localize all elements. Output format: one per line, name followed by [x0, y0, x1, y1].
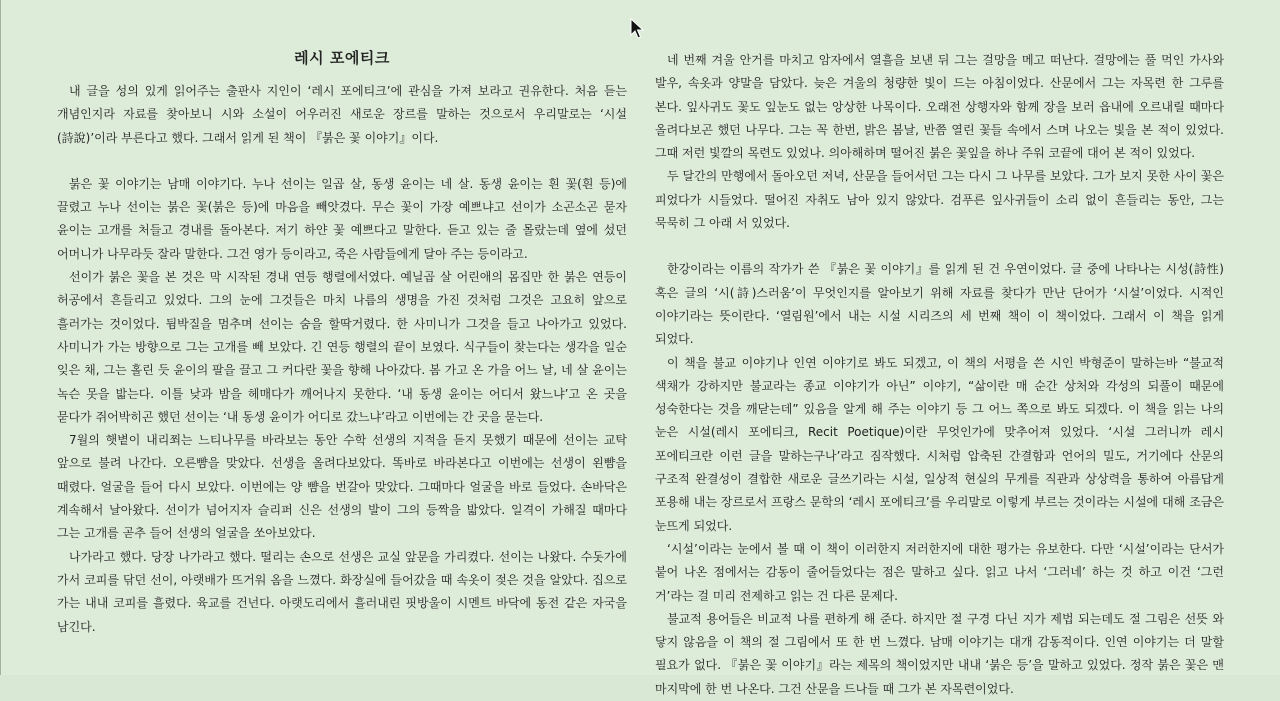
paragraph: 한강이라는 이름의 작가가 쓴 『붉은 꽃 이야기』를 읽게 된 건 우연이었다. 글 중에 나타나는 시성(詩性) 혹은 글의 ‘시(詩)스러움’이 무엇인지를 알아보기 위해 자료를 찾다가 만난 단어가 ‘시설’이었다. 시적인 이야기라는 뜻이란다. ‘열림원’에서 내는 시설 시리즈의 세 번째 책이 이 책이었다. 그래서 이 책을 읽게 되었다.: [655, 262, 1224, 347]
paragraph: ‘시설’이라는 눈에서 볼 때 이 책이 이러한지 저러한지에 대한 평가는 유보한다. 다만 ‘시설’이라는 단서가 붙어 나온 점에서는 감동이 줄어들었다는 점은 말하고 싶다. 읽고 나서 ‘그러네’ 하는 것 하고 이건 ‘그런 거’라는 걸 미리 전제하고 읽는 건 다른 문제다.: [655, 541, 1224, 603]
paragraph: 이 책을 불교 이야기나 인연 이야기로 봐도 되겠고, 이 책의 서평을 쓴 시인 박형준이 말하는바 “불교적 색채가 강하지만 불교라는 종교 이야기가 아닌” 이야기, “삶이란 매 순간 상처와 각성의 되풀이 때문에 성숙한다는 것을 깨닫는데” 있음을 알게 해 주는 이야기 등 그 어느 쪽으로 봐도 되겠다. 이 책을 읽는 나의 눈은 시설(레시 포에티크, Recit Poetique)이란 무엇인가에 맞추어져 있었다. ‘시설 그러니까 레시 포에티크란 이런 글을 말하는구나’라고 짐작했다. 시처럼 압축된 간결함과 언어의 밀도, 거기에다 산문의 구조적 완결성이 결합한 새로운 글쓰기라는 시설, 일상적 현실의 무게를 직관과 상상력을 통하여 아름답게 포용해 내는 장르로서 프랑스 문학의 ‘레시 포에티크’를 우리말로 이렇게 부르는 것이라는 시설에 대해 조금은 눈뜨게 되었다.: [655, 355, 1224, 533]
window-edge: [0, 0, 1, 675]
mouse-cursor-icon: [630, 18, 644, 40]
paragraph: 7월의 햇볕이 내리쬐는 느티나무를 바라보는 동안 수학 선생의 지적을 듣지 못했기 때문에 선이는 교탁 앞으로 불려 나간다. 오른뺨을 맞았다. 선생을 올려다보았다. 똑바로 바라본다고 이번에는 선생이 왼뺨을 때렸다. 얼굴을 들어 다시 보았다. 이번에는 양 뺨을 번갈아 맞았다. 그때마다 얼굴을 바로 들었다. 손바닥은 계속해서 날아왔다. 선이가 넘어지자 슬리퍼 신은 선생의 발이 그의 등짝을 밟았다. 일격이 가해질 때마다 그는 고개를 곧추 들어 선생의 얼굴을 쏘아보았다.: [57, 433, 627, 541]
left-column: [57, 46, 627, 639]
paragraph: 내 글을 성의 있게 읽어주는 출판사 지인이 ‘레시 포에티크’에 관심을 가져 보라고 권유한다. 처음 듣는 개념인지라 자료를 찾아보니 시와 소설이 어우러진 새로운 장르를 말하는 것으로서 우리말로는 ‘시설(詩說)’이라 부른다고 했다. 그래서 읽게 된 책이 『붉은 꽃 이야기』이다.: [57, 84, 627, 145]
paragraph: 나가라고 했다. 당장 나가라고 했다. 떨리는 손으로 선생은 교실 앞문을 가리켰다. 선이는 나왔다. 수돗가에 가서 코피를 닦던 선이, 아랫배가 뜨거워 옴을 느꼈다. 화장실에 들어갔을 때 속옷이 젖은 것을 알았다. 집으로 가는 내내 코피를 흘렸다. 육교를 건넌다. 아랫도리에서 흘러내린 핏방울이 시멘트 바닥에 동전 같은 자국을 남긴다.: [57, 549, 627, 634]
paragraph: 두 달간의 만행에서 돌아오던 저녁, 산문을 들어서던 그는 다시 그 나무를 보았다. 그가 보지 못한 사이 꽃은 피었다가 시들었다. 떨어진 자취도 남아 있지 않았다. 검푸른 잎사귀들이 소리 없이 흔들리는 동안, 그는 묵묵히 그 아래 서 있었다.: [655, 169, 1224, 231]
paragraph: 붉은 꽃 이야기는 남매 이야기다. 누나 선이는 일곱 살, 동생 윤이는 네 살. 동생 윤이는 흰 꽃(흰 등)에 끌렸고 누나 선이는 붉은 꽃(붉은 등)에 마음을 빼앗겼다. 무슨 꽃이 가장 예쁘냐고 선이가 소곤소곤 묻자 윤이는 고개를 처들고 경내를 돌아본다. 저기 하얀 꽃 예쁘다고 말한다. 듣고 있는 줄 몰랐는데 옆에 섰던 어머니가 나무라듯 잘라 말한다. 그건 영가 등이라고, 죽은 사람들에게 달아 주는 등이라고.: [57, 176, 627, 261]
right-column: [655, 49, 1224, 701]
article-title: 레시 포에티크: [294, 49, 390, 67]
paragraph: 선이가 붉은 꽃을 본 것은 막 시작된 경내 연등 행렬에서였다. 예닐곱 살 어린애의 몸집만 한 붉은 연등이 허공에서 흔들리고 있었다. 그의 눈에 그것들은 마치 나름의 생명을 가진 것처럼 그것은 고요히 앞으로 흘러가는 것이었다. 뒴박질을 멈추며 선이는 숨을 할딱거렸다. 한 사미니가 그것을 들고 나아가고 있었다. 사미니가 가는 방향으로 그는 고개를 빼 보았다. 긴 연등 행렬의 끝이 보였다. 식구들이 찾는다는 생각을 일순 잊은 채, 그는 홀린 듯 윤이의 팔을 끌고 그 커다란 꽃을 향해 나아갔다. 봄 가고 온 가을 어느 날, 네 살 윤이는 녹슨 못을 밟는다. 이틀 낮과 밤을 헤매다가 깨어나지 못한다. ‘내 동생 윤이는 어디서 왔느냐’고 온 곳을 묻다가 쥐어박히곤 했던 선이는 ‘내 동생 윤이가 어디로 갔느냐’라고 이번에는 간 곳을 묻는다.: [57, 270, 627, 424]
paragraph: 불교적 용어들은 비교적 나를 편하게 해 준다. 하지만 절 구경 다닌 지가 제법 되는데도 절 그림은 선뜻 와 닿지 않음을 이 책의 절 그림에서 또 한 번 느꼈다. 남매 이야기는 대개 감동적이다. 인연 이야기는 더 말할 필요가 없다. 『붉은 꽃 이야기』라는 제목의 책이었지만 내내 ‘붉은 등’을 말하고 있었다. 정작 붉은 꽃은 맨 마지막에 한 번 나온다. 그건 산문을 드나들 때 그가 본 자목련이었다.: [655, 611, 1224, 696]
paragraph: 네 번째 겨울 안거를 마치고 암자에서 열흘을 보낸 뒤 그는 걸망을 메고 떠난다. 걸망에는 풀 먹인 가사와 발우, 속옷과 양말을 담았다. 늦은 겨울의 청량한 빛이 드는 아침이었다. 산문에서 그는 자목련 한 그루를 본다. 잎사귀도 꽃도 잎눈도 없는 앙상한 나목이다. 오래전 상행자와 함께 장을 보러 읍내에 오르내릴 때마다 올려다보곤 했던 나무다. 그는 꼭 한번, 밝은 봄날, 반쯤 열린 꽃들 속에서 스며 나오는 빛을 본 적이 있었다. 그때 저런 빛깔의 목련도 있었나. 의아해하며 떨어진 붉은 꽃잎을 하나 주워 코끝에 대어 본 적이 있었다.: [655, 53, 1224, 161]
